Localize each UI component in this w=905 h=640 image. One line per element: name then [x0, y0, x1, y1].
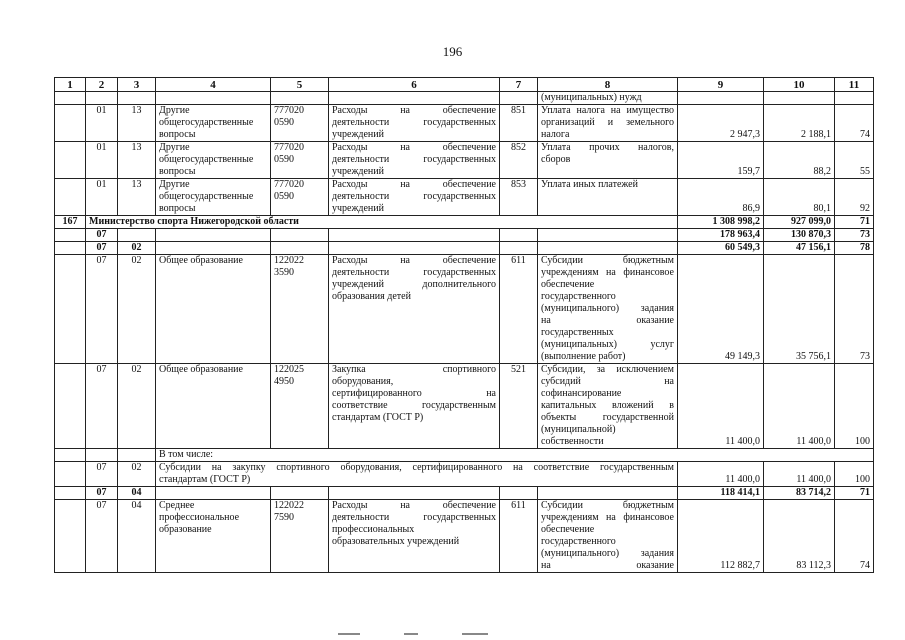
header-row [55, 78, 874, 92]
table-row: 01 13 Другие общегосударственные вопросы 777020 0590 Расходы на обеспечение деятельности государственных учреждений 851 Уплата налога на имущество организаций и земельного налога 2 947,3 2 188,1 74 [55, 105, 874, 142]
header-cell: 2 [86, 78, 118, 92]
table-row: 07 02 Субсидии на закупку спортивного оборудования, сертифицированного на соответствие государственным стандартам (ГОСТ Р) 11 400,0 11 400,0 100 [55, 462, 874, 487]
table-row [55, 92, 874, 105]
table-row: 01 13 Другие общегосударственные вопросы 777020 0590 Расходы на обеспечение деятельности государственных учреждений 853 Уплата иных платежей 86,9 80,1 92 [55, 179, 874, 216]
header-cell: 10 [764, 78, 835, 92]
in-total-row [55, 449, 874, 462]
header-cell: 11 [835, 78, 874, 92]
header-cell: 6 [329, 78, 500, 92]
scan-artifact [330, 633, 510, 637]
header-cell: 9 [678, 78, 764, 92]
header-cell: 7 [500, 78, 538, 92]
in-total-label: В том числе: [156, 449, 874, 462]
header-cell: 3 [118, 78, 156, 92]
table-row: 07 04 Среднее профессиональное образование 122022 7590 Расходы на обеспечение деятельности государственных профессиональных образовательных учреждений 611 Субсидии бюджетным учреждениям на финансовое обеспечение государственного (муниципального) задания на оказание 112 882,7 83 112,3 74 [55, 500, 874, 573]
header-cell: 1 [55, 78, 86, 92]
subsection-row: 07 02 60 549,3 47 156,1 78 [55, 242, 874, 255]
table-row: 01 13 Другие общегосударственные вопросы 777020 0590 Расходы на обеспечение деятельности государственных учреждений 852 Уплата прочих налогов, сборов 159,7 88,2 55 [55, 142, 874, 179]
header-cell: 5 [271, 78, 329, 92]
expense-type-cell: (муниципальных) нужд [538, 92, 678, 105]
table-row: 07 02 Общее образование 122025 4950 Закупка спортивного оборудования, сертифицированного на соответствие государственным стандартам (ГОСТ Р) 521 Субсидии, за исключением субсидий на софинансирование капитальных вложений в объекты государственной (муниципальной) собственности 11 400,0 11 400,0 100 [55, 364, 874, 449]
header-cell: 4 [156, 78, 271, 92]
budget-table [54, 77, 874, 573]
page-number: 196 [442, 44, 463, 59]
ministry-row: 167 Министерство спорта Нижегородской области 1 308 998,2 927 099,0 71 [55, 216, 874, 229]
ministry-name: Министерство спорта Нижегородской области [86, 216, 678, 229]
subsection-row: 07 04 118 414,1 83 714,2 71 [55, 487, 874, 500]
section-row: 07 178 963,4 130 870,3 73 [55, 229, 874, 242]
table-row: 07 02 Общее образование 122022 3590 Расходы на обеспечение деятельности государственных учреждений дополнительного образования детей 611 Субсидии бюджетным учреждениям на финансовое обеспечение государственного (муниципального) задания на оказание государственных (муниципальных) услуг (выполнение работ) 49 149,3 35 756,1 73 [55, 255, 874, 364]
header-cell: 8 [538, 78, 678, 92]
